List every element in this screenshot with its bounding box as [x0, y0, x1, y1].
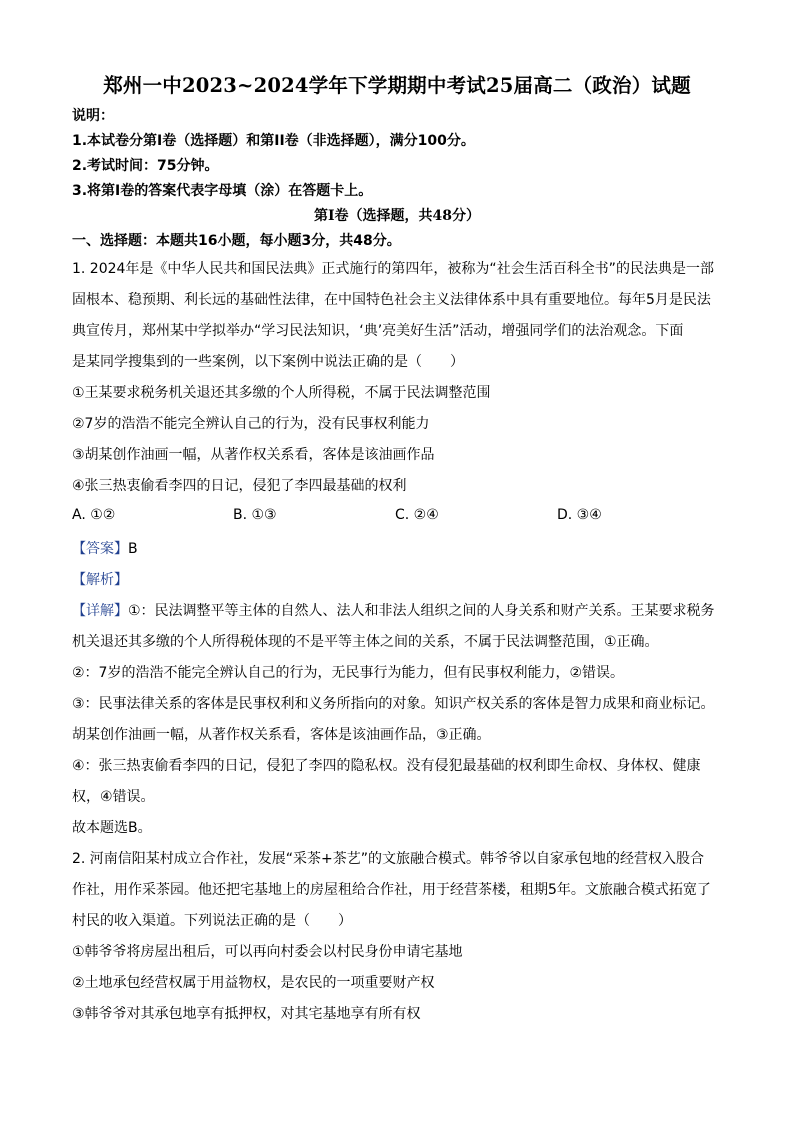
q1-item-1: ①王某要求税务机关退还其多缴的个人所得税，不属于民法调整范围 — [72, 385, 491, 401]
notes-label: 说明： — [72, 108, 114, 124]
q2-stem-line-1: 2. 河南信阳某村成立合作社，发展“采茶+茶艺”的文旅融合模式。韩爷爷以自家承包地的经营权入股合 — [72, 851, 705, 867]
q2-item-3: ③韩爷爷对其承包地享有抵押权，对其宅基地享有所有权 — [72, 1006, 421, 1022]
page-title: 郑州一中2023~2024学年下学期期中考试25届高二（政治）试题 — [103, 74, 691, 97]
detail-text: ①：民法调整平等主体的自然人、法人和非法人组织之间的人身关系和财产关系。王某要求税务 — [128, 603, 715, 619]
answer-value: B — [128, 541, 138, 557]
q2-item-1: ①韩爷爷将房屋出租后，可以再向村委会以村民身份申请宅基地 — [72, 944, 463, 960]
q1-conclusion: 故本题选B。 — [72, 820, 152, 836]
q1-stem-line-3: 典宣传月，郑州某中学拟举办“学习民法知识，‘典’亮美好生活”活动，增强同学们的法治观念。下面 — [72, 323, 684, 339]
q1-detail-line-3: ②：7岁的浩浩不能完全辨认自己的行为，无民事行为能力，但有民事权利能力，②错误。 — [72, 665, 625, 681]
q1-detail-line-5: 胡某创作油画一幅，从著作权关系看，客体是该油画作品，③正确。 — [72, 727, 491, 743]
q1-detail-line-2: 机关退还其多缴的个人所得税体现的不是平等主体之间的关系，不属于民法调整范围，①正确。 — [72, 634, 659, 650]
q1-detail-line-7: 权，④错误。 — [72, 789, 155, 805]
part-heading: 一、选择题：本题共16小题，每小题3分，共48分。 — [72, 233, 401, 249]
note-1: 1.本试卷分第Ⅰ卷（选择题）和第II卷（非选择题），满分100分。 — [72, 133, 475, 149]
q1-option-d: D. ③④ — [557, 507, 602, 523]
answer-label: 【答案】 — [72, 541, 128, 557]
q2-stem-line-3: 村民的收入渠道。下列说法正确的是（ ） — [72, 913, 352, 929]
q1-stem-line-2: 固根本、稳预期、利长远的基础性法律，在中国特色社会主义法律体系中具有重要地位。每年5月是民法 — [72, 292, 711, 308]
q1-stem-line-1: 1. 2024年是《中华人民共和国民法典》正式施行的第四年，被称为“社会生活百科全书”的民法典是一部 — [72, 261, 714, 277]
q2-stem-line-2: 作社，用作采茶园。他还把宅基地上的房屋租给合作社，用于经营茶楼，租期5年。文旅融合模式拓宽了 — [72, 882, 711, 898]
q1-item-3: ③胡某创作油画一幅，从著作权关系看，客体是该油画作品 — [72, 447, 435, 463]
q1-option-a: A. ①② — [72, 507, 116, 523]
q2-item-2: ②土地承包经营权属于用益物权，是农民的一项重要财产权 — [72, 975, 435, 991]
q1-stem-line-4: 是某同学搜集到的一些案例，以下案例中说法正确的是（ ） — [72, 354, 464, 370]
note-2: 2.考试时间：75分钟。 — [72, 158, 219, 174]
q1-item-2: ②7岁的浩浩不能完全辨认自己的行为，没有民事权利能力 — [72, 416, 430, 432]
note-3: 3.将第Ⅰ卷的答案代表字母填（涂）在答题卡上。 — [72, 183, 373, 199]
q1-analysis — [72, 569, 128, 589]
q1-detail-line-1 — [72, 600, 715, 620]
q1-detail-line-4: ③：民事法律关系的客体是民事权利和义务所指向的对象。知识产权关系的客体是智力成果和商业标记。 — [72, 696, 715, 712]
q1-item-4: ④张三热衷偷看李四的日记，侵犯了李四最基础的权利 — [72, 478, 407, 494]
q1-option-b: B. ①③ — [233, 507, 277, 523]
q1-detail-line-6: ④：张三热衷偷看李四的日记，侵犯了李四的隐私权。没有侵犯最基础的权利即生命权、身体权、健康 — [72, 758, 701, 774]
detail-label: 【详解】 — [72, 603, 128, 619]
analysis-label: 【解析】 — [72, 572, 128, 588]
q1-option-c: C. ②④ — [395, 507, 439, 523]
q1-answer — [72, 538, 138, 558]
section-title: 第Ⅰ卷（选择题，共48分） — [313, 208, 481, 224]
